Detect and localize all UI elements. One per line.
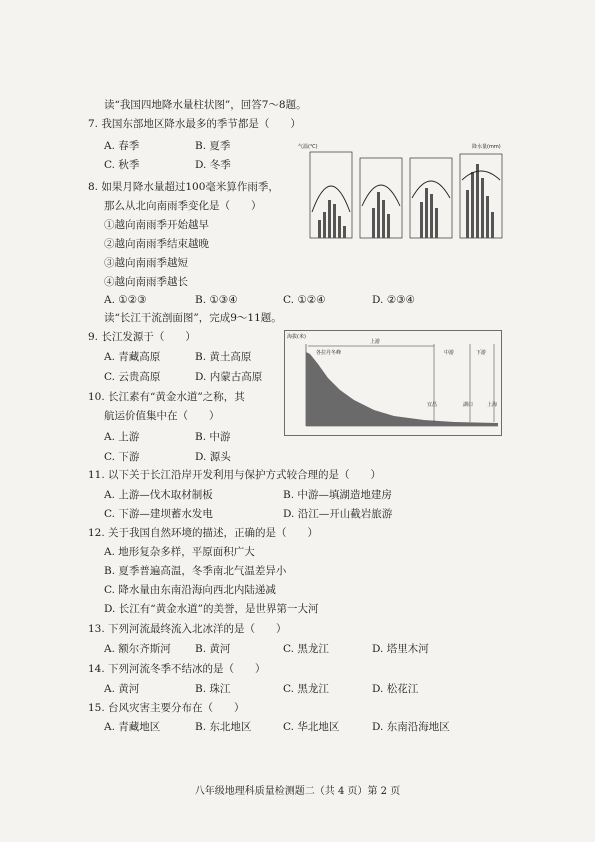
q13-stem: 13. 下列河流最终流入北冰洋的是（ ） [88, 623, 287, 635]
q7-option-a: A. 春季 [104, 140, 140, 152]
q15-option-d: D. 东南沿海地区 [372, 721, 450, 733]
q14-option-d: D. 松花江 [372, 683, 419, 695]
q10-option-b: B. 中游 [195, 431, 231, 443]
q15-option-b: B. 东北地区 [195, 721, 252, 733]
intro-9-11: 读“长江干流剖面图”，完成9～11题。 [104, 312, 282, 324]
profile-y-axis-label: 海拔(米) [287, 334, 306, 340]
intro-7-8: 读“我国四地降水量柱状图”，回答7～8题。 [104, 99, 307, 111]
q11-option-d: D. 沿江—开山截岩旅游 [283, 508, 393, 520]
q10-option-d: D. 源头 [195, 451, 231, 463]
q7-option-b: B. 夏季 [195, 140, 231, 152]
q9-option-a: A. 青藏高原 [104, 351, 161, 363]
q13-option-b: B. 黄河 [195, 643, 231, 655]
q14-option-b: B. 珠江 [195, 683, 231, 695]
q15-option-a: A. 青藏地区 [104, 721, 161, 733]
q13-option-d: D. 塔里木河 [372, 643, 429, 655]
profile-source-label: 各拉丹冬峰 [316, 350, 342, 356]
profile-place-hukou: 湖口 [463, 402, 474, 408]
q10-option-c: C. 下游 [104, 451, 140, 463]
q12-stem: 12. 关于我国自然环境的描述，正确的是（ ） [88, 527, 319, 539]
fig-left-axis-label: 气温(℃) [298, 144, 318, 150]
profile-upper-label: 上游 [370, 339, 381, 345]
q8-option-c: C. ①②④ [283, 294, 326, 306]
q8-stem-line1: 8. 如果月降水量超过100毫米算作雨季， [88, 181, 279, 193]
q13-option-c: C. 黑龙江 [283, 643, 329, 655]
q10-stem-line1: 10. 长江素有“黄金水道”之称，其 [88, 391, 245, 403]
q9-option-c: C. 云贵高原 [104, 371, 161, 383]
q8-item-4: ④越向南雨季越长 [104, 276, 188, 288]
q10-option-a: A. 上游 [104, 431, 140, 443]
q8-item-1: ①越向南雨季开始越早 [104, 219, 209, 231]
q7-stem: 7. 我国东部地区降水最多的季节都是（ ） [88, 118, 301, 130]
q8-option-d: D. ②③④ [372, 294, 415, 306]
q11-option-c: C. 下游—建坝蓄水发电 [104, 508, 213, 520]
q15-stem: 15. 台风灾害主要分布在（ ） [88, 702, 245, 714]
q11-option-a: A. 上游—伐木取材制板 [104, 489, 213, 501]
q12-option-d: D. 长江有“黄金水道”的美誉，是世界第一大河 [104, 603, 319, 615]
profile-place-yichang: 宜昌 [427, 402, 438, 408]
precipitation-climate-figure [296, 142, 518, 250]
q9-option-b: B. 黄土高原 [195, 351, 252, 363]
q8-stem-line2: 那么从北向南雨季变化是（ ） [104, 200, 262, 212]
q14-option-c: C. 黑龙江 [283, 683, 329, 695]
q8-item-3: ③越向南雨季越短 [104, 257, 188, 269]
fig-right-axis-label: 降水量(mm) [472, 144, 501, 150]
yangtze-profile-figure [284, 330, 502, 436]
q8-option-b: B. ①③④ [195, 294, 238, 306]
q11-option-b: B. 中游—填湖造地建房 [283, 489, 392, 501]
q9-option-d: D. 内蒙古高原 [195, 371, 263, 383]
q11-stem: 11. 以下关于长江沿岸开发利用与保护方式较合理的是（ ） [88, 469, 382, 481]
q8-item-2: ②越向南雨季结束越晚 [104, 238, 209, 250]
q14-stem: 14. 下列河流冬季不结冰的是（ ） [88, 663, 266, 675]
q9-stem: 9. 长江发源于（ ） [88, 331, 196, 343]
q10-stem-line2: 航运价值集中在（ ） [104, 410, 220, 422]
profile-place-shanghai: 上海 [487, 402, 498, 408]
q12-option-c: C. 降水量由东南沿海向西北内陆递减 [104, 584, 276, 596]
q7-option-d: D. 冬季 [195, 159, 231, 171]
q12-option-b: B. 夏季普遍高温，冬季南北气温差异小 [104, 565, 287, 577]
q8-option-a: A. ①②③ [104, 294, 147, 306]
q14-option-a: A. 黄河 [104, 683, 140, 695]
q13-option-a: A. 额尔齐斯河 [104, 643, 171, 655]
profile-middle-label: 中游 [444, 350, 455, 356]
page-footer: 八年级地理科质量检测题二（共 4 页）第 2 页 [194, 786, 401, 797]
q12-option-a: A. 地形复杂多样，平原面积广大 [104, 546, 255, 558]
profile-lower-label: 下游 [476, 350, 487, 356]
q15-option-c: C. 华北地区 [283, 721, 340, 733]
q7-option-c: C. 秋季 [104, 159, 140, 171]
